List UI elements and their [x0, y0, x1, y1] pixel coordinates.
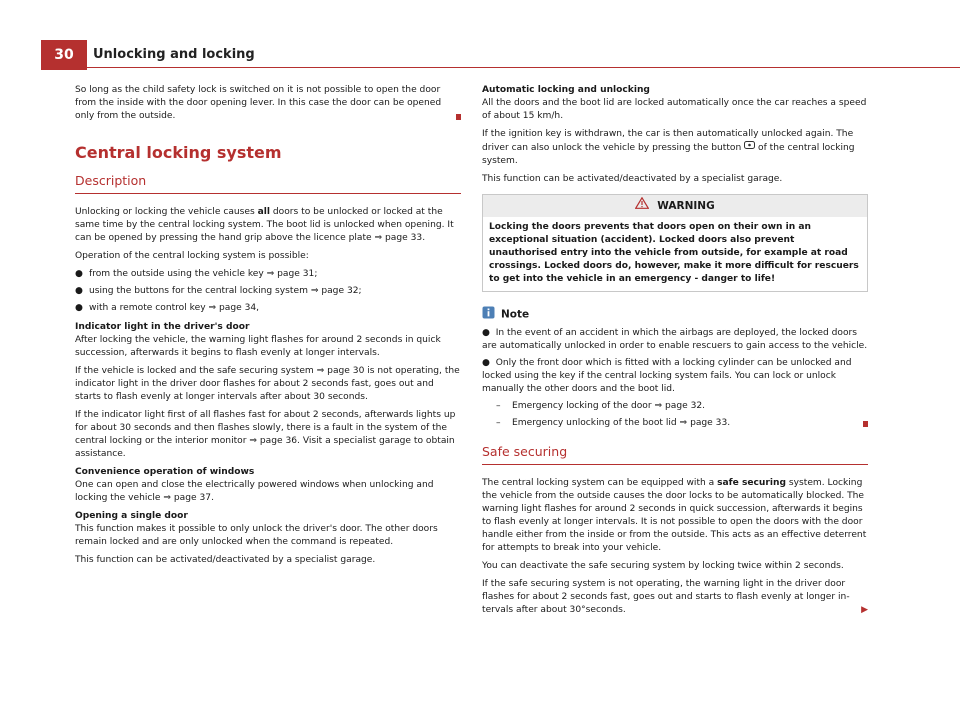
- description-text-1: Unlocking or locking the vehicle causes: [75, 207, 258, 217]
- windows-title: Convenience operation of windows: [75, 467, 255, 477]
- safe-text-1: The central locking system can be equipped with a: [482, 478, 718, 488]
- single-door-paragraph: This function makes it possible to only unlock the driver's door. The other doors remain locked and are only unlocked when the command is repeated.: [75, 524, 438, 547]
- warning-triangle-icon: [635, 195, 649, 217]
- description-text-2: doors to be unlocked or locked at the same time by the central locking system. The boot lid is unlocked when opening. It can be opened by pressing the hand grip above the licence plate ⇒ page 33.: [75, 207, 454, 243]
- safe-text-2: system. Locking the vehicle from the outside causes the door locks to be automatically blocked. The warning light flashes for around 2 seconds in quick succession, afterwards it begins to flash evenly at longer intervals. It is not possible to open the doors with the door handle either from the inside or from the outside. This acts as an effective deterrent for attempts to break into your vehicle.: [482, 478, 867, 553]
- description-bold: all: [257, 207, 270, 217]
- safe-securing-title: Safe securing: [482, 444, 868, 465]
- list-item: [75, 302, 461, 315]
- warning-body: Locking the doors prevents that doors open on their own in an exceptional situation (accident). Locked doors also prevent unauthorised entry into the vehicle from outside, for example at road crossings. Locked doors do, however, make it more difficult for rescuers to get into the vehicle in an emergency - danger to life!: [489, 222, 859, 284]
- indicator-title: Indicator light in the driver's door: [75, 322, 250, 332]
- warning-header: [483, 195, 867, 217]
- safe-securing-paragraph-2: You can deactivate the safe securing system by locking twice within 2 seconds.: [482, 561, 844, 571]
- info-icon: [482, 306, 495, 323]
- page-header: [41, 40, 960, 70]
- page-number: 30: [41, 40, 87, 70]
- bullet-dot: ●: [482, 358, 496, 368]
- auto-lock-paragraph-2: [482, 128, 868, 168]
- list-item-text: from the outside using the vehicle key ⇒ page 31;: [89, 269, 318, 279]
- note-sub-item-text: Emergency locking of the door ⇒ page 32.: [512, 401, 706, 411]
- note-item: [482, 327, 868, 353]
- single-door-title: Opening a single door: [75, 511, 188, 521]
- bullet-dot: ●: [482, 328, 496, 338]
- note-header: [482, 306, 868, 323]
- dash-marker: –: [496, 418, 501, 428]
- header-rule: [87, 67, 960, 68]
- warning-box: [482, 194, 868, 292]
- safe-text-3: If the safe securing system is not operating, the warning light in the driver door flashes for about 2 seconds fast, goes out and starts to flash evenly at longer intervals after about 30°seconds.: [482, 579, 850, 615]
- list-item: [75, 268, 461, 281]
- indicator-paragraph-3: If the indicator light first of all flashes fast for about 2 seconds, afterwards lights up for about 30 seconds and then flashes slowly, there is a fault in the system of the central locking or the interior monitor ⇒ page 36. Visit a specialist garage to obtain assistance.: [75, 410, 456, 459]
- bullet-dot: ●: [75, 303, 83, 313]
- auto-lock-paragraph-3: This function can be activated/deactivated by a specialist garage.: [482, 174, 783, 184]
- intro-text: So long as the child safety lock is switched on it is not possible to open the door from the inside with the door opening lever. In this case the door can be opened only from the outside.: [75, 85, 442, 121]
- single-door-paragraph-2: This function can be activated/deactivated by a specialist garage.: [75, 555, 376, 565]
- bullet-dot: ●: [75, 269, 83, 279]
- note-sub-item: [482, 417, 868, 430]
- unlock-button-icon: [744, 141, 755, 154]
- section-title: Central locking system: [75, 143, 282, 162]
- safe-securing-paragraph-1: [482, 477, 868, 555]
- bullet-dot: ●: [75, 286, 83, 296]
- left-column: [75, 84, 461, 572]
- section-end-marker: [863, 421, 868, 427]
- list-item-text: using the buttons for the central locking system ⇒ page 32;: [89, 286, 362, 296]
- warning-title: WARNING: [657, 200, 715, 212]
- list-item: [75, 285, 461, 298]
- operation-intro: Operation of the central locking system is possible:: [75, 251, 309, 261]
- continue-arrow-icon: ▶: [861, 605, 868, 615]
- note-sub-item-text: Emergency unlocking of the boot lid ⇒ page 33.: [512, 418, 731, 428]
- indicator-paragraph-1: After locking the vehicle, the warning light flashes for around 2 seconds in quick succession, afterwards it begins to flash evenly at longer intervals.: [75, 335, 441, 358]
- auto-lock-paragraph-1: All the doors and the boot lid are locked automatically once the car reaches a speed of about 15 km/h.: [482, 98, 867, 121]
- safe-bold: safe securing: [717, 478, 786, 488]
- description-paragraph: [75, 206, 461, 245]
- auto-lock-title: Automatic locking and unlocking: [482, 85, 650, 95]
- chapter-title: Unlocking and locking: [93, 47, 255, 62]
- indicator-paragraph-2: If the vehicle is locked and the safe securing system ⇒ page 30 is not operating, the indicator light in the driver door flashes for about 2 seconds fast, goes out and starts to flash evenly at longer intervals after about 30 seconds.: [75, 366, 460, 402]
- note-item: [482, 357, 868, 396]
- note-item-text: Only the front door which is fitted with a locking cylinder can be unlocked and locked using the key if the central locking system fails. You can lock or unlock manually the other doors and the boot lid.: [482, 358, 852, 394]
- dash-marker: –: [496, 401, 501, 411]
- intro-paragraph: [75, 84, 461, 123]
- subsection-title: Description: [75, 173, 461, 194]
- note-sub-item: [482, 400, 868, 413]
- note-title: Note: [501, 308, 530, 321]
- right-column: [482, 84, 868, 622]
- safe-securing-paragraph-3: [482, 578, 868, 617]
- auto-lock-text-1: If the ignition key is withdrawn, the car is then automatically unlocked again. The driver can also unlock the vehicle by pressing the button: [482, 129, 854, 153]
- auto-lock-text-2: of the central locking system.: [482, 143, 855, 166]
- section-end-marker: [456, 114, 461, 120]
- windows-paragraph: One can open and close the electrically powered windows when unlocking and locking the vehicle ⇒ page 37.: [75, 480, 434, 503]
- note-item-text: In the event of an accident in which the airbags are deployed, the locked doors are automatically unlocked in order to enable rescuers to gain access to the vehicle.: [482, 328, 868, 351]
- list-item-text: with a remote control key ⇒ page 34,: [89, 303, 260, 313]
